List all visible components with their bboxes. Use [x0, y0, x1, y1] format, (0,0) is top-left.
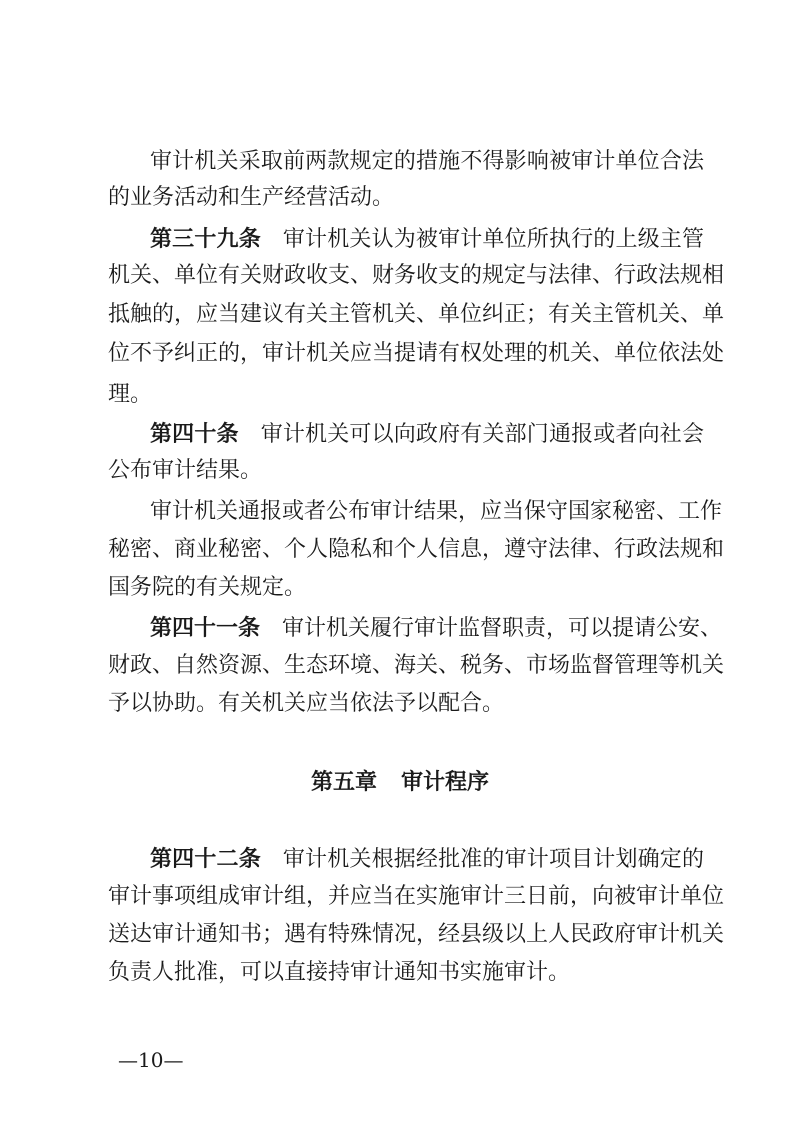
article-42-text: 审计机关根据经批准的审计项目计划确定的	[282, 847, 704, 872]
article-40-line	[150, 420, 704, 450]
article-39-label: 第三十九条	[150, 227, 261, 252]
article-42-line	[150, 845, 704, 875]
paragraph-line: 公布审计结果。	[108, 458, 263, 483]
paragraph-line: 送达审计通知书；遇有特殊情况，经县级以上人民政府审计机关	[108, 922, 725, 947]
article-39-text: 审计机关认为被审计单位所执行的上级主管	[282, 227, 704, 252]
article-40-text: 审计机关可以向政府有关部门通报或者向社会	[260, 422, 704, 447]
paragraph-line: 位不予纠正的，审计机关应当提请有权处理的机关、单位依法处	[108, 341, 725, 366]
article-41-line	[150, 614, 723, 644]
paragraph-line: 审计机关通报或者公布审计结果，应当保守国家秘密、工作	[150, 499, 723, 524]
page-number: —10—	[118, 1048, 184, 1072]
paragraph-line: 抵触的，应当建议有关主管机关、单位纠正；有关主管机关、单	[108, 302, 725, 327]
paragraph-line: 国务院的有关规定。	[108, 575, 307, 600]
chapter-heading	[0, 768, 800, 798]
article-39-line	[150, 225, 704, 255]
article-41-text: 审计机关履行审计监督职责，可以提请公安、	[282, 616, 723, 641]
paragraph-line: 予以协助。有关机关应当依法予以配合。	[108, 691, 505, 716]
chapter-number: 第五章	[310, 770, 377, 795]
chapter-title: 审计程序	[401, 770, 490, 795]
paragraph-line: 理。	[108, 382, 153, 407]
article-41-label: 第四十一条	[150, 616, 261, 641]
article-42-label: 第四十二条	[150, 847, 261, 872]
paragraph-line: 负责人批准，可以直接持审计通知书实施审计。	[108, 960, 571, 985]
article-40-label: 第四十条	[150, 422, 239, 447]
paragraph-line: 审计机关采取前两款规定的措施不得影响被审计单位合法	[150, 149, 704, 174]
paragraph-line: 审计事项组成审计组，并应当在实施审计三日前，向被审计单位	[108, 884, 725, 909]
paragraph-line: 财政、自然资源、生态环境、海关、税务、市场监督管理等机关	[108, 653, 725, 678]
paragraph-line: 的业务活动和生产经营活动。	[108, 185, 395, 210]
paragraph-line: 机关、单位有关财政收支、财务收支的规定与法律、行政法规相	[108, 263, 725, 288]
paragraph-line: 秘密、商业秘密、个人隐私和个人信息，遵守法律、行政法规和	[108, 537, 725, 562]
